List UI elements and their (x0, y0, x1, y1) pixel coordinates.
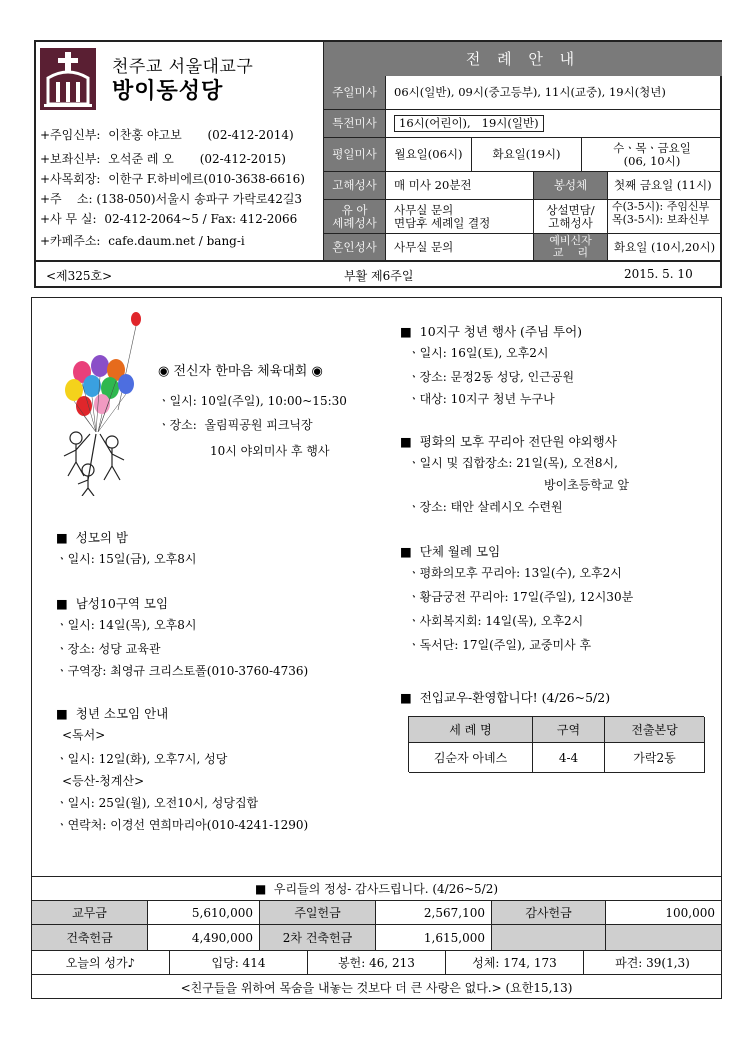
sunday-mass-value: 06시(일반), 09시(중고등부), 11시(교중), 19시(청년) (386, 76, 722, 110)
district10-time: ㆍ일시: 16일(토), 오후2시 (408, 346, 549, 360)
info-label: +보좌신부: (40, 152, 101, 166)
weekday-tue: 화요일(19시) (472, 138, 582, 172)
info-council (40, 170, 305, 187)
sports-day-note: 10시 야외미사 후 행사 (210, 444, 330, 458)
welcome-table (408, 716, 704, 772)
infant-label-l1: 유 아 (341, 202, 368, 217)
red-balloon-icon (131, 312, 141, 326)
sports-day-place: ㆍ장소: 올림픽공원 피크닉장 (158, 418, 313, 432)
monthly-meeting-3: ㆍ사회복지회: 14일(목), 오후2시 (408, 614, 584, 628)
issue-date: 2015. 5. 10 (624, 267, 693, 281)
balloon-children-icon (56, 310, 152, 496)
youth-reading-time: ㆍ일시: 12일(화), 오후7시, 성당 (56, 752, 228, 766)
men-district-leader: ㆍ구역장: 최영규 크리스토폴(010-3760-4736) (56, 664, 309, 678)
legio-outing-place: ㆍ장소: 태안 살레시오 수련원 (408, 500, 563, 514)
offering-r1-val3: 100,000 (606, 901, 721, 925)
info-label: +사목회장: (40, 172, 101, 186)
offering-r2-val2: 1,615,000 (376, 925, 492, 951)
info-pastor (40, 126, 294, 143)
weekday-mass-label: 평일미사 (324, 138, 386, 172)
hymn-offertory: 봉헌: 46, 213 (308, 951, 446, 975)
monthly-meeting-2: ㆍ황금궁전 꾸리아: 17일(주일), 12시30분 (408, 590, 634, 604)
announcements-body (31, 297, 722, 999)
church-logo-icon (40, 48, 96, 110)
info-value: 02-412-2064~5 / Fax: 412-2066 (104, 212, 298, 226)
monthly-meeting-4: ㆍ독서단: 17일(주일), 교중미사 후 (408, 638, 592, 652)
welcome-header-district: 구역 (533, 717, 605, 743)
offering-r1-label1: 교무금 (32, 901, 148, 925)
info-value: 이한구 F.하비에르(010-3638-6616) (108, 172, 305, 186)
mary-night-title: ■ 성모의 밤 (56, 530, 129, 545)
men-district-title: ■ 남성10구역 모임 (56, 596, 169, 611)
info-office (40, 210, 297, 227)
district10-place: ㆍ장소: 문정2동 성당, 인근공원 (408, 370, 575, 384)
info-value: (138-050)서울시 송파구 가락로42길3 (96, 192, 303, 206)
monthly-meeting-title: ■ 단체 월례 모임 (400, 544, 501, 559)
youth-contact: ㆍ연락처: 이경선 연희마리아(010-4241-1290) (56, 818, 309, 832)
confession-label: 고해성사 (324, 172, 386, 200)
bulletin-header (34, 40, 722, 262)
issue-bar (34, 262, 722, 288)
parish-info-panel (36, 42, 324, 260)
hymn-label: 오늘의 성가♪ (32, 951, 170, 975)
info-cafe (40, 232, 245, 249)
liturgy-title: 전 례 안 내 (324, 42, 722, 76)
info-label: +주 소: (40, 192, 93, 206)
info-label: +사 무 실: (40, 212, 97, 226)
vigil-mass-label: 특전미사 (324, 110, 386, 138)
offering-r2-label1: 건축헌금 (32, 925, 148, 951)
infant-baptism-label (324, 200, 386, 234)
mary-night-time: ㆍ일시: 15일(금), 오후8시 (56, 552, 197, 566)
youth-hiking-heading: <등산-청계산> (62, 774, 145, 788)
counsel-label (534, 200, 608, 234)
youth-group-title: ■ 청년 소모임 안내 (56, 706, 169, 721)
men-district-time: ㆍ일시: 14일(목), 오후8시 (56, 618, 197, 632)
catechism-value: 화요일 (10시,20시) (614, 239, 716, 254)
legio-outing-title: ■ 평화의 모후 꾸리아 전단원 야외행사 (400, 434, 617, 449)
liturgical-day: 부활 제6주일 (344, 269, 414, 283)
hymn-entrance: 입당: 414 (170, 951, 308, 975)
hymn-communion: 성체: 174, 173 (446, 951, 584, 975)
counsel-label-l1: 상설면담/ (546, 202, 595, 217)
youth-reading-heading: <독서> (62, 728, 106, 742)
legio-outing-time: ㆍ일시 및 집합장소: 21일(목), 오전8시, (408, 456, 618, 470)
vigil-mass-value (386, 110, 722, 138)
welcome-header-parish: 전출본당 (605, 717, 705, 743)
confession-value: 매 미사 20분전 (386, 172, 534, 200)
hymn-recessional: 파견: 39(1,3) (584, 951, 721, 975)
offering-r2-label2: 2차 건축헌금 (260, 925, 376, 951)
district10-target: ㆍ대상: 10지구 청년 누구나 (408, 392, 555, 406)
sunday-mass-label: 주일미사 (324, 76, 386, 110)
district10-title: ■ 10지구 청년 행사 (주님 투어) (400, 324, 583, 339)
vigil-mass-text: 16시(어린이), 19시(일반) (394, 115, 544, 132)
welcome-cell-name: 김순자 아녜스 (409, 743, 533, 773)
infant-baptism-value (386, 200, 534, 234)
info-extra: (02-412-2015) (199, 152, 286, 166)
info-extra: (02-412-2014) (207, 128, 294, 142)
communion-sick-label: 봉성체 (534, 172, 608, 200)
welcome-title: ■ 전입교우-환영합니다! (4/26~5/2) (400, 690, 611, 705)
info-label: +주임신부: (40, 128, 101, 142)
catechism-label (534, 234, 608, 260)
info-value: 오석준 레 오 (108, 152, 174, 166)
infant-value-l1: 사무실 문의 (394, 202, 454, 217)
offering-section (32, 876, 721, 998)
catechism-label-l1: 예비신자 (549, 234, 592, 247)
marriage-label: 혼인성사 (324, 234, 386, 260)
weekday-wed-l1: 수ㆍ목ㆍ금요일 (613, 140, 691, 155)
counsel-value-l1: 수(3-5시): 주임신부 (612, 200, 710, 213)
offering-r1-label3: 감사헌금 (492, 901, 606, 925)
liturgy-panel (324, 42, 722, 260)
info-label: +카페주소: (40, 234, 101, 248)
offering-r2-empty1 (492, 925, 606, 951)
scripture-verse: <친구들을 위하여 목숨을 내놓는 것보다 더 큰 사랑은 없다.> (요한15,13) (180, 980, 573, 995)
marriage-value: 사무실 문의 (386, 234, 534, 260)
parish-name: 방이동성당 (112, 78, 224, 104)
weekday-wed-l2: (06, 10시) (623, 153, 681, 168)
communion-sick-value: 첫째 금요일 (11시) (608, 172, 722, 200)
info-assistant (40, 150, 286, 167)
counsel-value-l2: 목(3-5시): 보좌신부 (612, 213, 710, 226)
diocese-name: 천주교 서울대교구 (112, 57, 254, 77)
youth-hiking-time: ㆍ일시: 25일(월), 오전10시, 성당집합 (56, 796, 259, 810)
men-district-place: ㆍ장소: 성당 교육관 (56, 642, 161, 656)
monthly-meeting-1: ㆍ평화의모후 꾸리아: 13일(수), 오후2시 (408, 566, 622, 580)
offering-title: ■ 우리들의 정성- 감사드립니다. (4/26~5/2) (32, 877, 721, 901)
offering-r2-empty2 (606, 925, 721, 951)
welcome-cell-parish: 가락2동 (605, 743, 705, 773)
info-value: 이찬홍 야고보 (108, 128, 182, 142)
offering-r2-val1: 4,490,000 (148, 925, 260, 951)
counsel-value (608, 200, 722, 234)
issue-number: <제325호> (46, 269, 113, 283)
info-value: cafe.daum.net / bang-i (108, 234, 245, 248)
welcome-header-name: 세 례 명 (409, 717, 533, 743)
weekday-wed-fri (582, 138, 722, 172)
weekday-mon: 월요일(06시) (386, 138, 472, 172)
sports-day-time: ㆍ일시: 10일(주일), 10:00~15:30 (158, 394, 347, 408)
offering-r1-val2: 2,567,100 (376, 901, 492, 925)
offering-r1-val1: 5,610,000 (148, 901, 260, 925)
infant-value-l2: 면담후 세례일 결정 (394, 215, 491, 230)
sports-day-title: ◉ 전신자 한마음 체육대회 ◉ (158, 364, 323, 379)
catechism-label-l2: 교 리 (552, 246, 589, 259)
infant-label-l2: 세례성사 (332, 215, 377, 230)
welcome-cell-district: 4-4 (533, 743, 605, 773)
offering-r1-label2: 주일헌금 (260, 901, 376, 925)
counsel-label-l2: 고해성사 (548, 215, 593, 230)
legio-outing-meet: 방이초등학교 앞 (544, 478, 629, 492)
info-address (40, 190, 302, 207)
